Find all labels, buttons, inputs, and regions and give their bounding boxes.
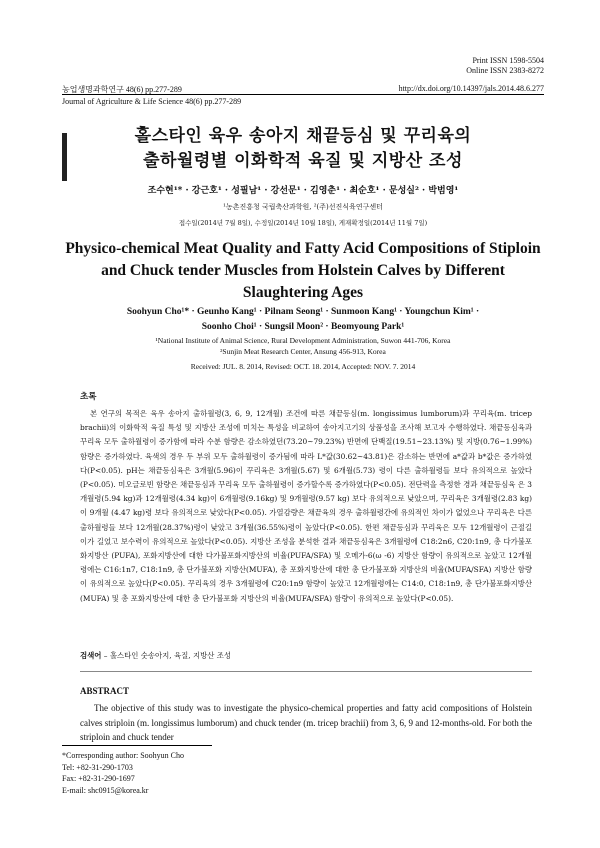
journal-name-ko: 농업생명과학연구 48(6) pp.277-289 — [62, 85, 182, 94]
authors-en-line-2: Soonho Choi¹ · Sungsil Moon² · Beomyoung Park¹ — [201, 322, 405, 332]
abstract-en-heading: ABSTRACT — [80, 686, 130, 696]
abstract-ko-text: 본 연구의 목적은 육우 송아지 출하월령(3, 6, 9, 12개월) 조건에 따른 채끝등심(m. longissimus lumborum)과 꾸리육(m. tricep brachii)의 이화학적 육질 특성 및 지방산 조성에 미치는 특성을 비교하여 송아지고기의 상품성을 조사해 보고자 수행하였다. 채끝등심육과 꾸리육 모두 출하월령이 증가함에 따라 수분 함량은 감소하였던(73.20~79.23%) 반면에 단백질(19.51~23.13%) 및 지방(0.76~1.99%) 함량은 증가하였다. 육색의 경우 두 부위 모두 출하월령이 증가됨에 따라 L*값(30.62~43.81)은 감소하는 반면에 a*값과 b*값은 증가하였다(P<0.05). pH는 채끝등심육은 3개월(5.96)이 꾸리육은 3개월(5.67) 및 6개월(5.73) 령이 다른 출하월령들 보다 유의적으로 높았다(P<0.05). 미오글로빈 함량은 채끝등심과 꾸리육 모두 출하월령이 증가할수록 증가하였다(P<0.05). 전단력을 측정한 경과 채끝등심육 은 3개월령(5.94 kg)과 12개월령(4.34 kg)이 6개월령(9.16kg) 및 9개월령(9.57 kg) 보다 유의적으로 낮았으며, 꾸리육은 3개월령(2.83 kg)이 9개월 (4.47 kg)령 보다 유의적으로 낮았다(P<0.05). 가열감량은 채끝육의 경우 출하월령간에 유의적인 차이가 없었으나 꾸리육은 다른 출하월령들 보다 12개월(28.37%)령이 낮았고 3개월(36.55%)령이 높았다(P<0.05). 한편 채끝등심과 꾸리육은 모두 12개월령이 근절길이가 길었고 보수력이 유의적으로 높았다(P<0.05). 지방산 조성을 분석한 결과 채끝등심육은 3개월령에 C18:2n6, C20:1n9, 총 다가불포화지방산 (PUFA), 포화지방산에 대한 다가불포화지방산의 비율(PUFA/SFA) 및 오메가-6(ω -6) 지방산 함량이 유의적으로 높았고 12개월령에는 C16:1n7, C18:1n9, 총 단가불포화 지방산(MUFA), 총 포화지방산에 대한 총 단가불포화 지방산의 비율(MUFA/SFA) 지방산 함량이 유의적으로 높았다(P<0.05). 꾸리육의 경우 3개월령에 C20:1n9 함량이 높았고 12개월령에는 C14:0, C18:1n9, 총 단가불포화지방산(MUFA) 및 총 포화지방산에 대한 총 단가불포화 지방산의 비율(MUFA/SFA) 함량이 유의적으로 높았다(P<0.05). — [80, 409, 532, 603]
footnote-divider — [62, 745, 212, 746]
affiliation-en-line-1: ¹National Institute of Animal Science, Rural Development Administration, Suwon 441-706, Korea — [155, 336, 451, 345]
title-en-line-3: Slaughtering Ages — [242, 284, 364, 301]
title-ko-line-2: 출하월령별 이화학적 육질 및 지방산 조성 — [143, 151, 463, 171]
online-issn: Online ISSN 2383-8272 — [466, 66, 544, 75]
telephone: Tel: +82-31-290-1703 — [62, 762, 133, 772]
abstract-ko-heading: 초록 — [80, 392, 97, 402]
fax: Fax: +82-31-290-1697 — [62, 774, 135, 783]
authors-ko: 조수현¹* · 강근호¹ · 성필남¹ · 강선문¹ · 김영춘¹ · 최순호¹ · 문성실² · 박범영¹ — [147, 186, 459, 196]
authors-en-line-1: Soohyun Cho¹* · Geunho Kang¹ · Pilnam Seong¹ · Sunmoon Kang¹ · Youngchun Kim¹ · — [126, 307, 480, 317]
title-en — [62, 238, 544, 304]
keywords-label: 검색어 — [80, 651, 102, 660]
korean-title-block — [62, 124, 544, 227]
header-divider — [62, 94, 544, 95]
journal-name-en: Journal of Agriculture & Life Science 48(6) pp.277-289 — [62, 97, 242, 106]
affiliation-en — [62, 335, 544, 357]
title-en-line-1: Physico-chemical Meat Quality and Fatty Acid Compositions of Stiploin — [65, 240, 541, 257]
print-issn: Print ISSN 1598-5504 — [472, 56, 544, 65]
issn-block — [466, 56, 544, 76]
keywords-separator: – — [103, 651, 110, 660]
corresponding-author: *Corresponding author: Soohyun Cho — [62, 751, 184, 760]
keywords-divider — [80, 671, 532, 672]
title-ko-line-1: 홀스타인 육우 송아지 채끝등심 및 꾸리육의 — [134, 126, 472, 146]
affiliation-en-line-2: ²Sunjin Meat Research Center, Ansung 456-913, Korea — [220, 347, 386, 356]
dates-en: Received: JUL. 8. 2014, Revised: OCT. 18. 2014, Accepted: NOV. 7. 2014 — [190, 362, 416, 371]
abstract-en-text: The objective of this study was to investigate the physico-chemical properties and fatty acid compositions of Holstein calves striploin (m. longissimus lumborum) and chuck tender (m. tricep brachii) from 3, 6, 9 and 12-months-old. For both the striploin and chuck tender — [80, 703, 532, 742]
authors-en — [62, 305, 544, 335]
affiliation-ko: ¹농촌진흥청 국립축산과학원, ²(주)선진식육연구센터 — [223, 203, 383, 211]
keywords — [80, 650, 532, 661]
dates-ko: 접수일(2014년 7월 8일), 수정일(2014년 10월 18일), 게재확정일(2014년 11월 7일) — [178, 219, 428, 227]
footnote — [62, 750, 184, 796]
title-ko — [62, 124, 544, 174]
doi-link[interactable]: http://dx.doi.org/10.14397/jals.2014.48.6.277 — [398, 84, 544, 93]
email[interactable]: E-mail: shc0915@korea.kr — [62, 785, 149, 795]
keywords-text: 홀스타인 숫송아지, 육질, 지방산 조성 — [109, 651, 232, 660]
title-en-line-2: and Chuck tender Muscles from Holstein Calves by Different — [101, 262, 505, 279]
